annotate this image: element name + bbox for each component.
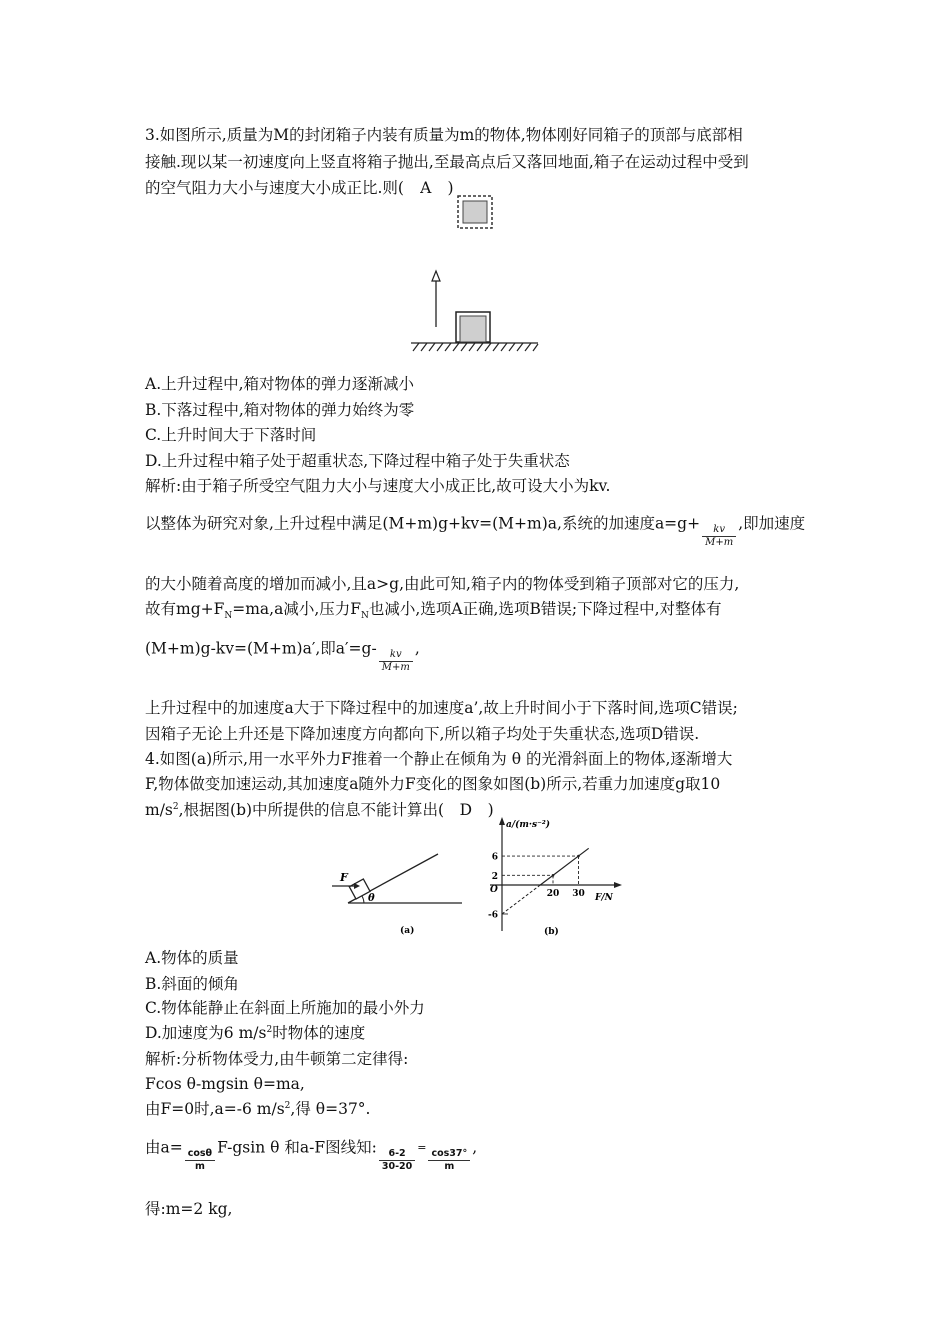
q3-option-a: A.上升过程中,箱对物体的弹力逐渐减小 (145, 375, 415, 393)
q4-analysis-text: ,得 θ=37°. (290, 1100, 371, 1118)
q3-analysis-line-2 (145, 512, 806, 548)
q3-box-figure (405, 195, 545, 355)
q4-option-c: C.物体能静止在斜面上所施加的最小外力 (145, 999, 425, 1017)
q4-analysis-line-4 (145, 1136, 478, 1172)
q3-stem-line-2: 接触.现以某一初速度向上竖直将箱子抛出,至最高点后又落回地面,箱子在运动过程中受到 (145, 153, 749, 171)
force-label: F (340, 871, 348, 884)
fraction-denominator: M+m (705, 537, 734, 548)
q4-analysis-line-2: Fcos θ-mgsin θ=ma, (145, 1075, 305, 1093)
fraction-numerator: kv (379, 649, 413, 662)
series-line-dashed (502, 885, 540, 914)
q3-analysis-line-5 (145, 637, 420, 673)
q3-analysis-text: (M+m)g-kv=(M+m)a′,即a′=g- (145, 639, 377, 658)
fraction-kv-over-Mm (379, 649, 413, 674)
q4-analysis-line-5: 得:m=2 kg, (145, 1200, 233, 1218)
upward-arrow-icon (432, 271, 440, 327)
q3-analysis-line-7: 因箱子无论上升还是下降加速度方向都向下,所以箱子均处于失重状态,选项D错误. (145, 725, 700, 743)
q3-option-d: D.上升过程中箱子处于超重状态,下降过程中箱子处于失重状态 (145, 452, 570, 470)
q4-analysis-text: 由a= (145, 1138, 183, 1157)
equals-sign: = (417, 1140, 427, 1154)
q4-figure-a-incline (330, 845, 470, 940)
q3-analysis-text: 也减小,选项A正确,选项B错误;下降过程中,对整体有 (368, 600, 722, 618)
q4-option-a: A.物体的质量 (145, 949, 239, 967)
q4-stem-line-1: 4.如图(a)所示,用一水平外力F推着一个静止在倾角为 θ 的光滑斜面上的物体,逐渐增大 (145, 750, 733, 768)
q4-option-d-text: 时物体的速度 (272, 1024, 366, 1042)
q3-analysis-text: =ma,a减小,压力F (232, 600, 362, 618)
q3-option-b: B.下落过程中,箱对物体的弹力始终为零 (145, 401, 415, 419)
q3-option-c: C.上升时间大于下落时间 (145, 426, 317, 444)
q3-analysis-line-3: 的大小随着高度的增加而减小,且a>g,由此可知,箱子内的物体受到箱子顶部对它的压力, (145, 575, 740, 593)
data-point (577, 855, 580, 858)
q4-stem-line-3 (145, 800, 494, 820)
fraction-denominator: M+m (381, 662, 410, 673)
series-line-solid (540, 848, 588, 885)
fraction-denominator: m (194, 1161, 205, 1172)
fraction-cos37-over-m (428, 1148, 470, 1173)
box-at-top-icon (458, 196, 492, 228)
q4-option-d (145, 1023, 365, 1043)
q4-stem-text: m/s (145, 801, 173, 819)
q4-figure-b-chart (470, 815, 630, 940)
q4-analysis-text: , (472, 1138, 478, 1157)
superscript: 2 (266, 1024, 273, 1035)
q4-close-paren: ) (487, 801, 494, 819)
fraction-slope (379, 1148, 415, 1173)
superscript: 2 (284, 1100, 291, 1111)
q3-analysis-line-4 (145, 599, 722, 622)
q3-analysis-text: 故有mg+F (145, 600, 225, 618)
q4-analysis-line-1: 解析:分析物体受力,由牛顿第二定律得: (145, 1050, 409, 1068)
fraction-numerator: 6-2 (379, 1148, 415, 1161)
subscript: N (361, 611, 369, 622)
q4-option-b: B.斜面的倾角 (145, 975, 239, 993)
q3-close-paren: ) (447, 179, 454, 197)
q4-analysis-text: F-gsin θ 和a-F图线知: (217, 1138, 377, 1157)
q3-analysis-text: ,即加速度 (738, 514, 806, 533)
q3-analysis-text: 以整体为研究对象,上升过程中满足(M+m)g+kv=(M+m)a,系统的加速度a=g+ (145, 514, 701, 533)
y-tick-label: -6 (488, 910, 498, 921)
ground-hatch (411, 343, 538, 351)
x-axis (490, 882, 622, 888)
fraction-cos-theta-over-m (185, 1148, 215, 1173)
q4-analysis-line-3 (145, 1099, 370, 1119)
y-tick-label: 6 (491, 852, 498, 863)
figure-a-caption: (a) (400, 926, 415, 936)
q4-analysis-text: 由F=0时,a=-6 m/s (145, 1100, 285, 1118)
x-tick-label: 30 (572, 889, 585, 899)
theta-label: θ (368, 893, 375, 904)
fraction-numerator: cosθ (185, 1148, 215, 1161)
fraction-kv-over-Mm (702, 524, 736, 549)
q3-stem-line-1: 3.如图所示,质量为M的封闭箱子内装有质量为m的物体,物体刚好同箱子的顶部与底部相 (145, 126, 743, 144)
x-axis-label: F/N (595, 893, 613, 903)
q3-answer: A (420, 179, 432, 197)
fraction-numerator: cos37° (428, 1148, 470, 1161)
subscript: N (224, 611, 233, 622)
x-tick-label: 20 (546, 889, 560, 899)
y-tick-label: 2 (491, 871, 498, 882)
y-axis-label: a/(m·s⁻²) (506, 820, 551, 830)
q4-stem-line-2: F,物体做变加速运动,其加速度a随外力F变化的图象如图(b)所示,若重力加速度g取10 (145, 775, 721, 793)
q4-answer: D (459, 801, 473, 819)
fraction-denominator: m (444, 1161, 455, 1172)
figure-b-caption: (b) (544, 927, 559, 937)
q3-analysis-line-6: 上升过程中的加速度a大于下降过程中的加速度a’,故上升时间小于下落时间,选项C错误; (145, 699, 738, 717)
fraction-numerator: kv (702, 524, 736, 537)
fraction-denominator: 30-20 (381, 1161, 413, 1172)
q4-stem-text: ,根据图(b)中所提供的信息不能计算出( (178, 801, 445, 819)
box-on-ground-icon (456, 312, 490, 342)
q3-analysis-line-1: 解析:由于箱子所受空气阻力大小与速度大小成正比,故可设大小为kv. (145, 477, 611, 495)
origin-label: O (490, 885, 498, 895)
q3-stem-text: 的空气阻力大小与速度大小成正比.则( (145, 179, 404, 197)
q4-option-d-text: D.加速度为6 m/s (145, 1024, 267, 1042)
data-point (552, 874, 555, 877)
superscript: 2 (172, 801, 179, 812)
block-icon (349, 879, 370, 899)
q3-analysis-text: , (414, 639, 420, 658)
